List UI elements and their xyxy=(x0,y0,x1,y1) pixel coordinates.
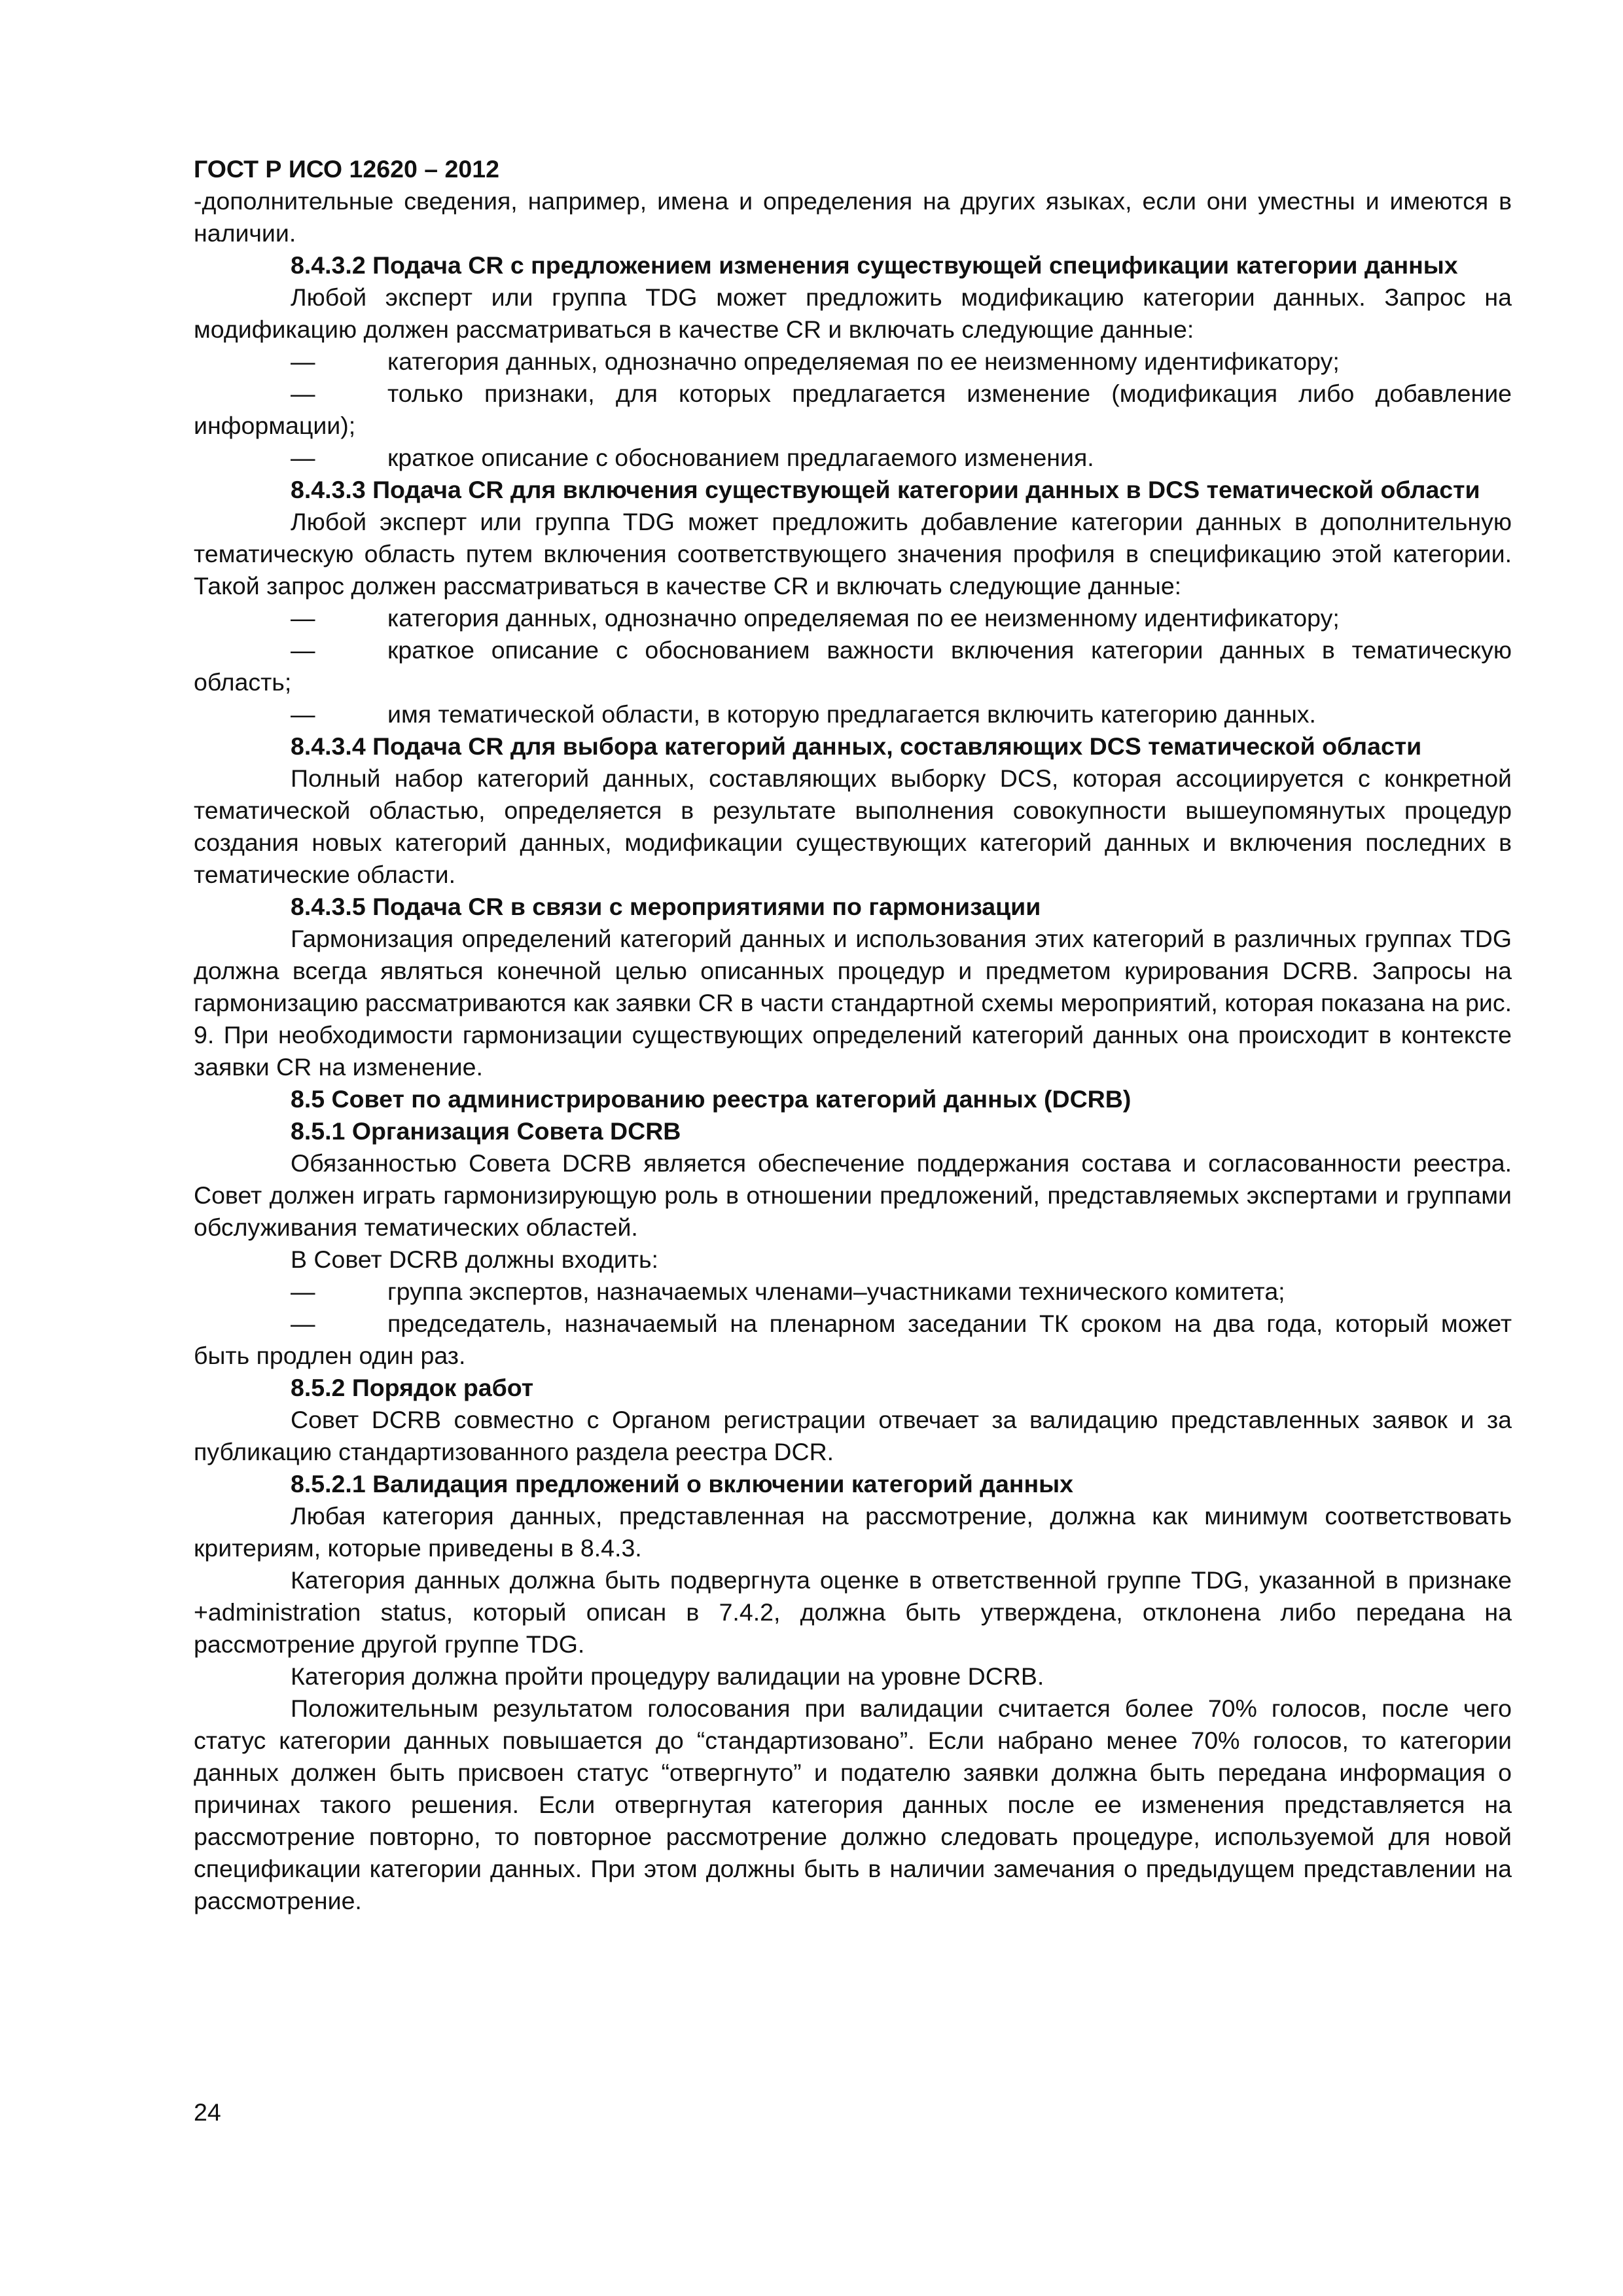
paragraph: Гармонизация определений категорий данных и использования этих категорий в различных группах TDG должна всегда являться конечной целью описанных процедур и предметом курирования DCRB. Запросы на гармонизацию рассматриваются как заявки CR в части стандартной схемы мероприятий, которая показана на рис. 9. При необходимости гармонизации существующих определений категорий данных она происходит в контексте заявки CR на изменение. xyxy=(194,925,1512,1081)
dash-marker: — xyxy=(291,1278,315,1305)
paragraph: Полный набор категорий данных, составляющих выборку DCS, которая ассоциируется с конкретной тематической областью, определяется в результате выполнения совокупности вышеупомянутых процедур создания новых категорий данных, модификации существующих категорий данных и включения последних в тематические области. xyxy=(194,764,1512,888)
paragraph: Любой эксперт или группа TDG может предложить модификацию категории данных. Запрос на модификацию должен рассматриваться в качестве CR и включать следующие данные: xyxy=(194,283,1512,343)
document-header: ГОСТ Р ИСО 12620 – 2012 xyxy=(194,155,499,183)
dash-marker: — xyxy=(291,348,315,375)
dash-marker: — xyxy=(291,1310,315,1337)
list-item-text: категория данных, однозначно определяемая по ее неизменному идентификатору; xyxy=(387,604,1340,632)
list-item-text: категория данных, однозначно определяемая по ее неизменному идентификатору; xyxy=(387,348,1340,375)
section-heading: 8.5.2.1 Валидация предложений о включении категорий данных xyxy=(291,1470,1074,1498)
paragraph: Категория должна пройти процедуру валидации на уровне DCRB. xyxy=(291,1662,1044,1690)
page-content xyxy=(194,153,1512,1917)
list-item xyxy=(194,346,1512,378)
section-heading: 8.5.2 Порядок работ xyxy=(291,1374,534,1401)
list-item-text: только признаки, для которых предлагается изменение (модификация либо добавление информации); xyxy=(194,380,1512,439)
list-item-text: имя тематической области, в которую предлагается включить категорию данных. xyxy=(387,700,1316,728)
dash-marker: — xyxy=(291,604,315,632)
list-item-text: краткое описание с обоснованием предлагаемого изменения. xyxy=(387,444,1094,471)
dash-marker: — xyxy=(291,700,315,728)
paragraph: Совет DCRB совместно с Органом регистрации отвечает за валидацию представленных заявок и за публикацию стандартизованного раздела реестра DCR. xyxy=(194,1406,1512,1465)
section-heading: 8.4.3.3 Подача CR для включения существующей категории данных в DCS тематической области xyxy=(291,476,1480,503)
dash-marker: — xyxy=(291,444,315,471)
paragraph: В Совет DCRB должны входить: xyxy=(291,1246,658,1273)
section-heading: 8.4.3.5 Подача CR в связи с мероприятиями по гармонизации xyxy=(291,893,1041,920)
paragraph: -дополнительные сведения, например, имена и определения на других языках, если они уместны и имеются в наличии. xyxy=(194,187,1512,247)
list-item-text: группа экспертов, назначаемых членами–участниками технического комитета; xyxy=(387,1278,1285,1305)
dash-marker: — xyxy=(291,380,315,407)
list-item xyxy=(194,1308,1512,1372)
section-heading: 8.5.1 Организация Совета DCRB xyxy=(291,1117,681,1145)
paragraph: Положительным результатом голосования при валидации считается более 70% голосов, после чего статус категории данных повышается до “стандартизовано”. Если набрано менее 70% голосов, то категории данных должен быть присвоен статус “отвергнуто” и подателю заявки должна быть передана информация о причинах такого решения. Если отвергнутая категория данных после ее изменения представляется на рассмотрение повторно, то повторное рассмотрение должно следовать процедуре, используемой для новой спецификации категории данных. При этом должны быть в наличии замечания о предыдущем представлении на рассмотрение. xyxy=(194,1695,1512,1914)
list-item xyxy=(194,602,1512,634)
list-item-text: краткое описание с обоснованием важности включения категории данных в тематическую область; xyxy=(194,636,1512,696)
list-item xyxy=(194,634,1512,698)
list-item xyxy=(194,378,1512,442)
list-item xyxy=(194,1276,1512,1308)
section-heading: 8.5 Совет по администрированию реестра категорий данных (DCRB) xyxy=(291,1085,1132,1113)
dash-marker: — xyxy=(291,636,315,664)
paragraph: Обязанностью Совета DCRB является обеспечение поддержания состава и согласованности реестра. Совет должен играть гармонизирующую роль в отношении предложений, представляемых экспертами и группами обслуживания тематических областей. xyxy=(194,1149,1512,1241)
section-heading: 8.4.3.4 Подача CR для выбора категорий данных, составляющих DCS тематической области xyxy=(291,732,1422,760)
paragraph: Любой эксперт или группа TDG может предложить добавление категории данных в дополнительную тематическую область путем включения соответствующего значения профиля в спецификацию этой категории. Такой запрос должен рассматриваться в качестве CR и включать следующие данные: xyxy=(194,508,1512,600)
list-item xyxy=(194,698,1512,730)
list-item-text: председатель, назначаемый на пленарном заседании ТК сроком на два года, который может быть продлен один раз. xyxy=(194,1310,1512,1369)
list-item xyxy=(194,442,1512,474)
paragraph: Любая категория данных, представленная на рассмотрение, должна как минимум соответствовать критериям, которые приведены в 8.4.3. xyxy=(194,1502,1512,1562)
paragraph: Категория данных должна быть подвергнута оценке в ответственной группе TDG, указанной в признаке +administration status, который описан в 7.4.2, должна быть утверждена, отклонена либо передана на рассмотрение другой группе TDG. xyxy=(194,1566,1512,1658)
page-number: 24 xyxy=(194,2098,221,2126)
section-heading: 8.4.3.2 Подача CR с предложением изменения существующей спецификации категории данных xyxy=(291,251,1458,279)
